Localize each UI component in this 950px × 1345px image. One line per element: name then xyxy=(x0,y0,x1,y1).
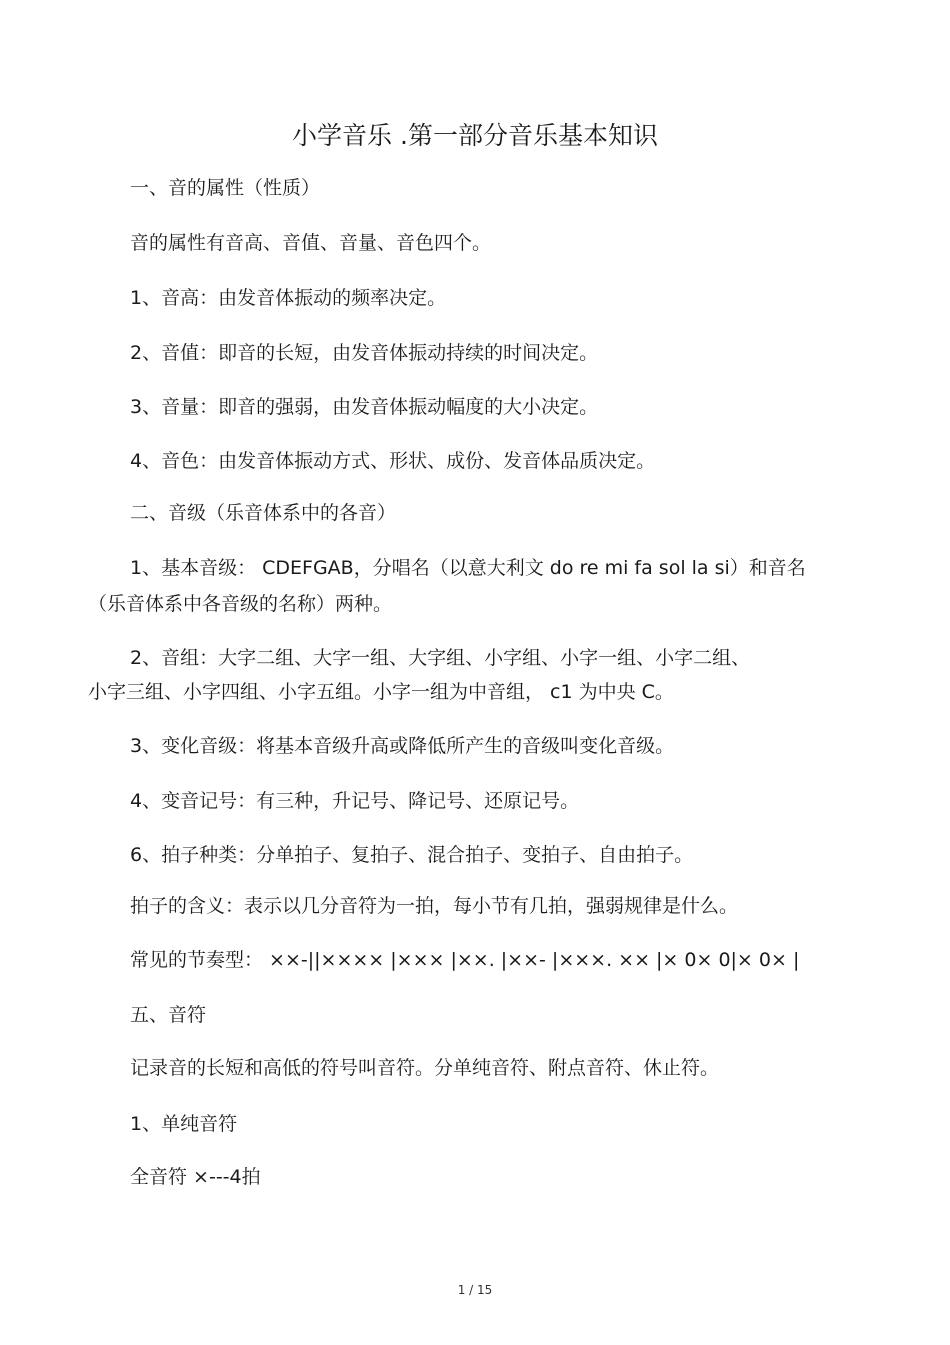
text-line: 音的属性有音高、音值、音量、音色四个。 xyxy=(130,232,492,254)
section-heading-notes: 五、音符 xyxy=(130,1004,207,1026)
section-heading-sound-properties: 一、音的属性（性质） xyxy=(130,177,321,199)
text-line: 1、基本音级： CDEFGAB，分唱名（以意大利文 do re mi fa sol la si）和音名 xyxy=(130,557,806,579)
text-line: 1、单纯音符 xyxy=(130,1113,238,1135)
page-title: 小学音乐 .第一部分音乐基本知识 xyxy=(292,121,658,150)
text-line: 全音符 ×---4拍 xyxy=(130,1166,261,1188)
text-line: 记录音的长短和高低的符号叫音符。分单纯音符、附点音符、休止符。 xyxy=(130,1057,720,1079)
text-line: 6、拍子种类：分单拍子、复拍子、混合拍子、变拍子、自由拍子。 xyxy=(130,844,694,866)
text-line: 1、音高：由发音体振动的频率决定。 xyxy=(130,287,447,309)
text-line: 4、音色：由发音体振动方式、形状、成份、发音体品质决定。 xyxy=(130,450,656,472)
rhythm-patterns-line: 常见的节奏型： ××-||×××× |××× |××. |××- |×××. ×× |× 0× 0|× 0× | xyxy=(130,949,800,971)
section-heading-scale-degrees: 二、音级（乐音体系中的各音） xyxy=(130,502,397,524)
text-line: 4、变音记号：有三种，升记号、降记号、还原记号。 xyxy=(130,790,580,812)
text-line: 小字三组、小字四组、小字五组。小字一组为中音组， c1 为中央 C。 xyxy=(88,681,674,703)
text-line: 3、变化音级：将基本音级升高或降低所产生的音级叫变化音级。 xyxy=(130,735,675,757)
text-line: 3、音量：即音的强弱，由发音体振动幅度的大小决定。 xyxy=(130,396,599,418)
text-line: 2、音组：大字二组、大字一组、大字组、小字组、小字一组、小字二组、 xyxy=(130,647,751,669)
page-number: 1 / 15 xyxy=(457,1283,493,1297)
text-line: 拍子的含义：表示以几分音符为一拍，每小节有几拍，强弱规律是什么。 xyxy=(130,895,739,917)
text-line: （乐音体系中各音级的名称）两种。 xyxy=(88,593,393,615)
text-line: 2、音值：即音的长短，由发音体振动持续的时间决定。 xyxy=(130,342,599,364)
